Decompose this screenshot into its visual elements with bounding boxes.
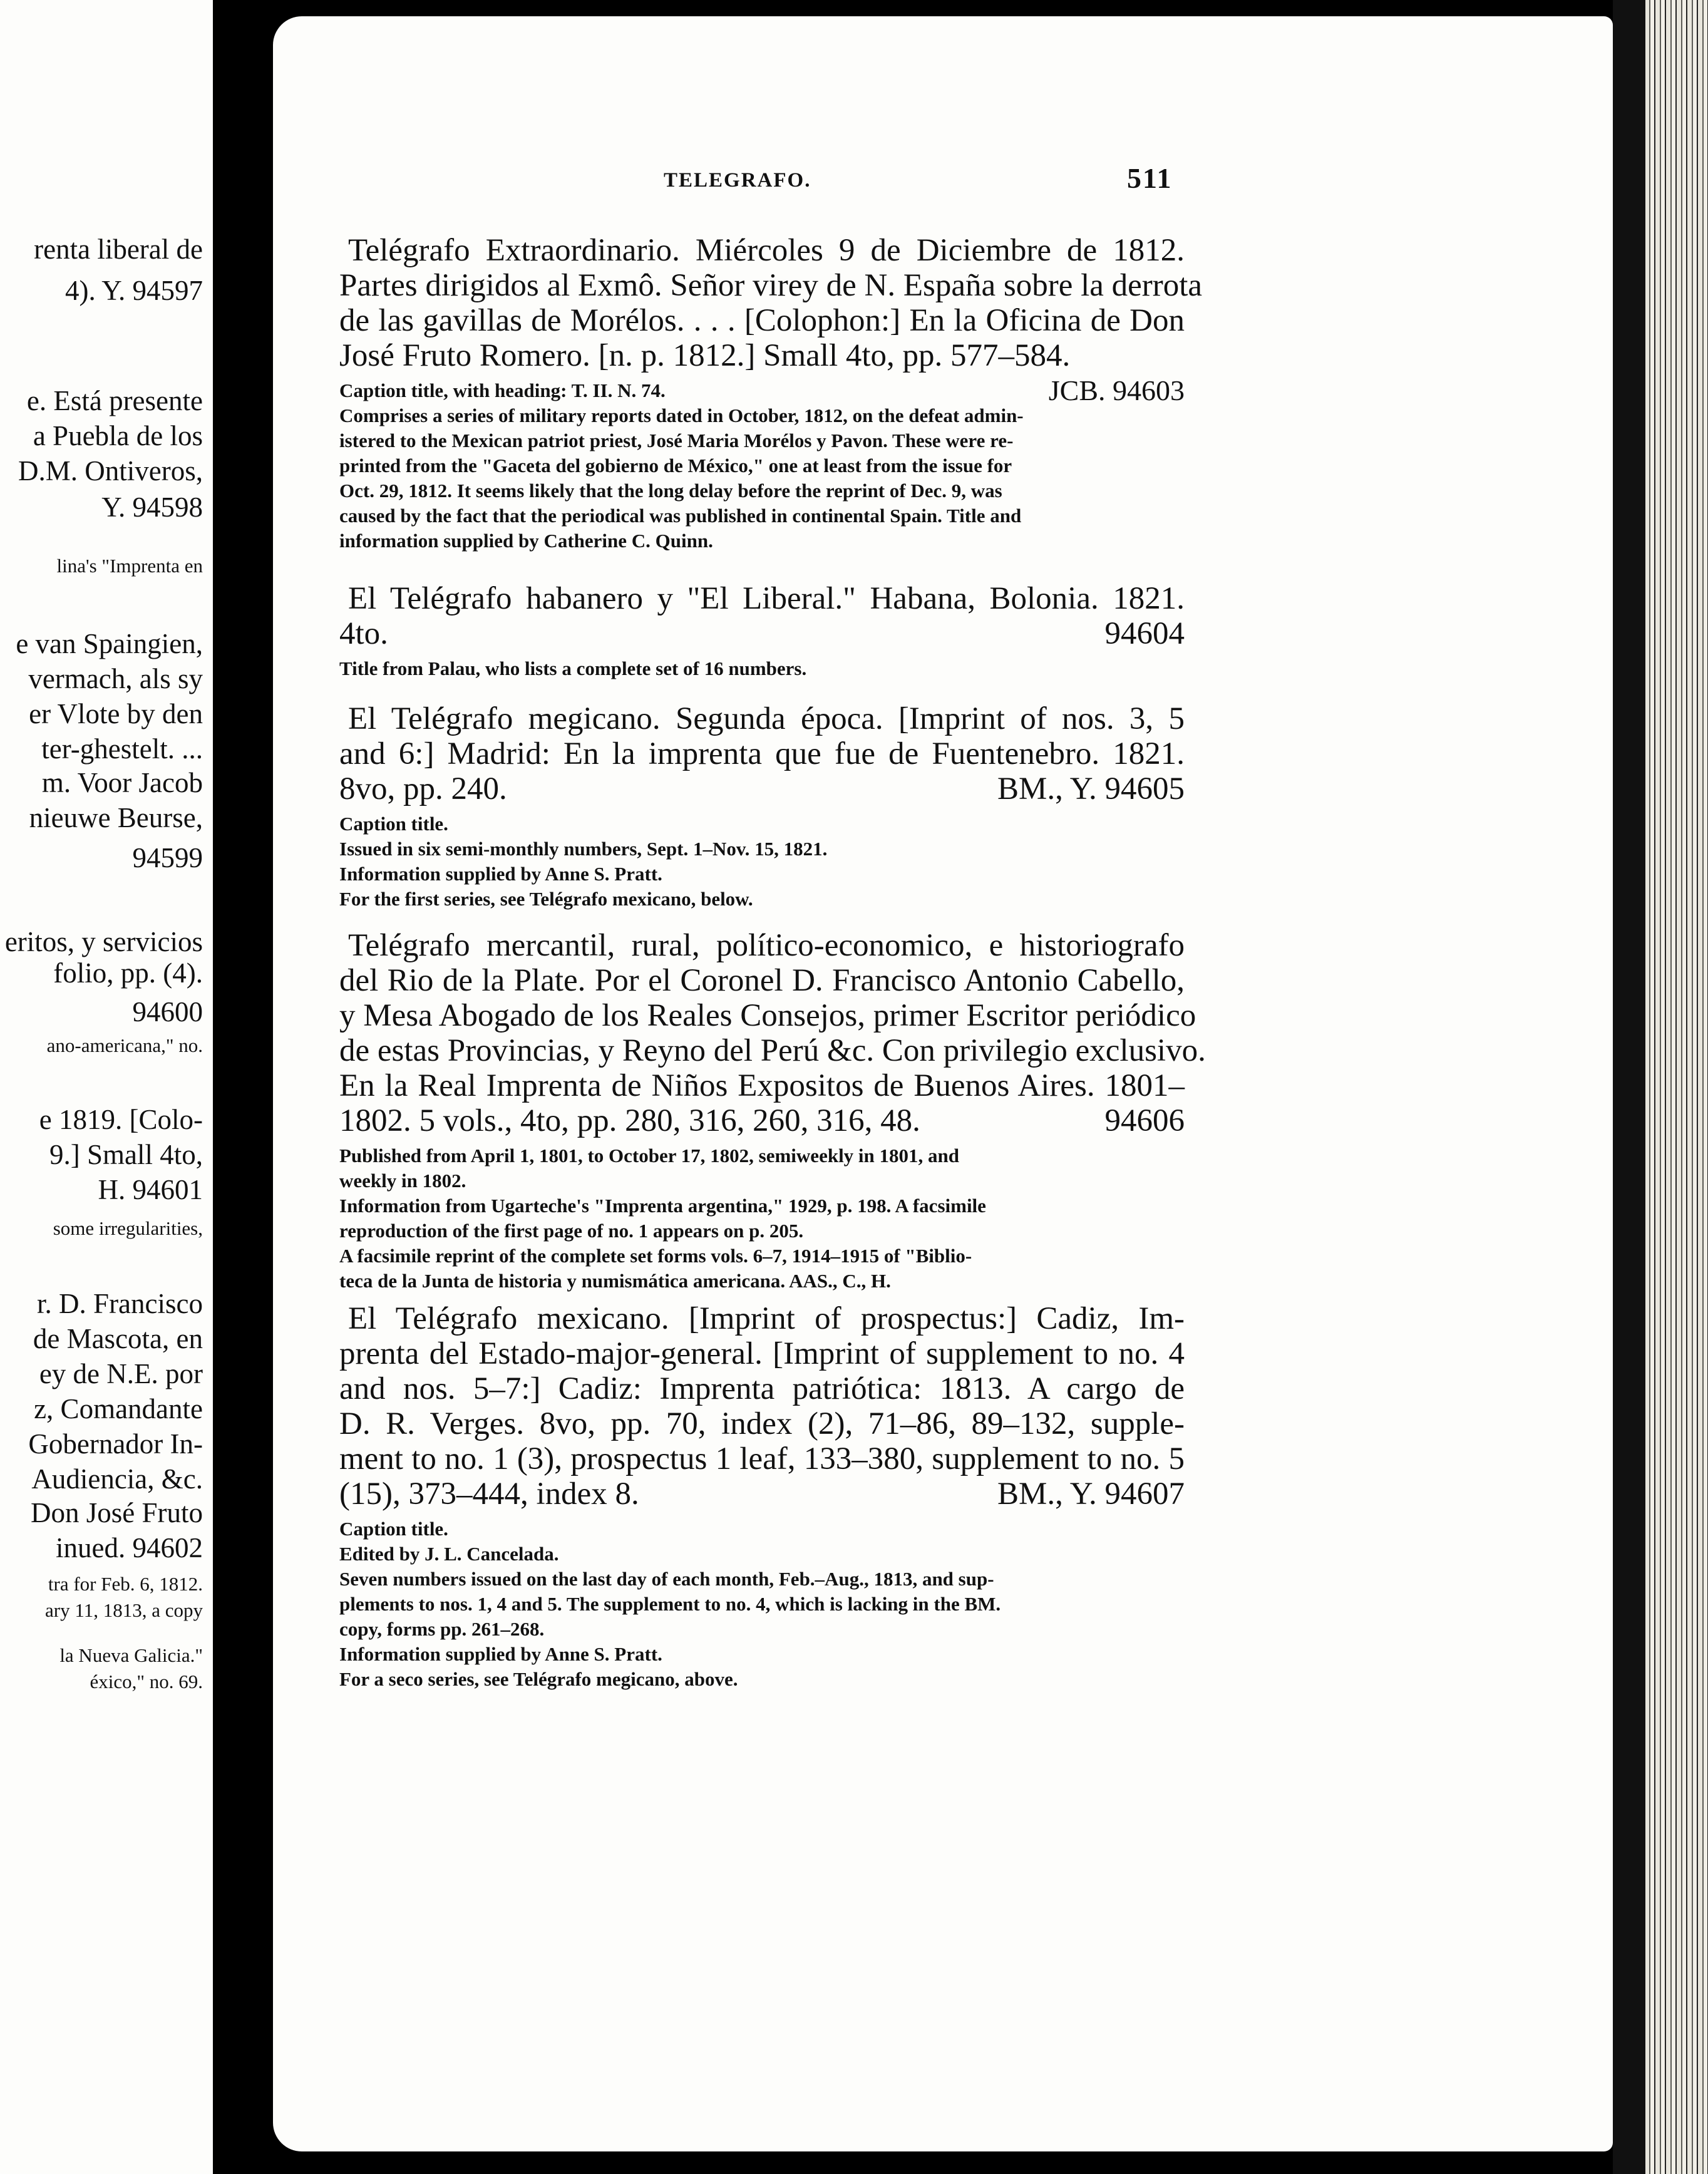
entry-title-line: D. R. Verges. 8vo, pp. 70, index (2), 71–86, 89–132, supple- bbox=[339, 1406, 1185, 1441]
entry-note-line: weekly in 1802. bbox=[339, 1170, 466, 1192]
facing-page-line: er Vlote by den bbox=[29, 698, 203, 729]
entry-note-line: Issued in six semi-monthly numbers, Sept. 1–Nov. 15, 1821. bbox=[339, 838, 828, 860]
entry-reference-number: 94604 bbox=[1104, 616, 1185, 651]
entry-title-line: En la Real Imprenta de Niños Expositos de Buenos Aires. 1801– bbox=[339, 1068, 1185, 1103]
entry-title-line: 1802. 5 vols., 4to, pp. 280, 316, 260, 316, 48. 94606 bbox=[339, 1103, 1185, 1138]
entry-note-line: Caption title. bbox=[339, 1518, 448, 1540]
entry-title-line: Partes dirigidos al Exmô. Señor virey de N. España sobre la derrota bbox=[339, 268, 1203, 303]
entry-note-line: A facsimile reprint of the complete set forms vols. 6–7, 1914–1915 of "Biblio- bbox=[339, 1245, 972, 1267]
entry-title-line: y Mesa Abogado de los Reales Consejos, primer Escritor periódico bbox=[339, 998, 1196, 1033]
bibliography-entry bbox=[339, 233, 1203, 554]
page-edge-shadow bbox=[1613, 0, 1645, 2174]
facing-page-line: renta liberal de bbox=[34, 234, 203, 265]
facing-page-line: a Puebla de los bbox=[33, 420, 203, 451]
facing-page-line: nieuwe Beurse, bbox=[29, 802, 203, 833]
facing-page-line: e 1819. [Colo- bbox=[39, 1104, 203, 1135]
entry-note-line: reproduction of the first page of no. 1 appears on p. 205. bbox=[339, 1220, 804, 1242]
entry-note-line: Caption title. bbox=[339, 813, 448, 835]
entry-title-line: 4to. 94604 bbox=[339, 616, 1185, 651]
entry-note-line: Title from Palau, who lists a complete set of 16 numbers. bbox=[339, 657, 807, 679]
entry-title-line: Telégrafo mercantil, rural, político-economico, e historiografo bbox=[348, 928, 1185, 963]
entry-title-line: (15), 373–444, index 8. BM., Y. 94607 bbox=[339, 1476, 1185, 1512]
facing-page-line: 94600 bbox=[132, 996, 203, 1028]
facing-page-line: ter-ghestelt. ... bbox=[41, 733, 203, 765]
entry-note-line: Caption title, with heading: T. II. N. 74. JCB. 94603 bbox=[339, 374, 1185, 406]
entry-title-line: Telégrafo Extraordinario. Miércoles 9 de Diciembre de 1812. bbox=[348, 233, 1185, 268]
facing-page-line: Gobernador In- bbox=[28, 1428, 203, 1460]
facing-page-line: eritos, y servicios bbox=[4, 926, 203, 957]
entry-note-line: Edited by J. L. Cancelada. bbox=[339, 1543, 559, 1565]
entry-note-line: Oct. 29, 1812. It seems likely that the long delay before the reprint of Dec. 9, was bbox=[339, 480, 1002, 502]
entry-reference-number: JCB. 94603 bbox=[1048, 374, 1185, 406]
entry-note-line: plements to nos. 1, 4 and 5. The supplement to no. 4, which is lacking in the BM. bbox=[339, 1593, 1001, 1615]
entry-title-line: and nos. 5–7:] Cadiz: Imprenta patriótica: 1813. A cargo de bbox=[339, 1371, 1185, 1406]
facing-page-line: éxico," no. 69. bbox=[90, 1671, 203, 1692]
entry-title-line: El Telégrafo megicano. Segunda época. [Imprint of nos. 3, 5 bbox=[348, 701, 1185, 736]
entry-title-line: de las gavillas de Morélos. . . . [Colophon:] En la Oficina de Don bbox=[339, 303, 1185, 338]
facing-page-line: Audiencia, &c. bbox=[31, 1463, 203, 1495]
entry-note-line: caused by the fact that the periodical was published in continental Spain. Title and bbox=[339, 505, 1022, 527]
facing-page-line: tra for Feb. 6, 1812. bbox=[48, 1573, 203, 1595]
entry-note-line: copy, forms pp. 261–268. bbox=[339, 1618, 545, 1640]
entry-note-line: For the first series, see Telégrafo mexicano, below. bbox=[339, 888, 753, 910]
bibliography-entry bbox=[339, 701, 1185, 912]
facing-page-line: H. 94601 bbox=[98, 1174, 203, 1205]
entry-note-line: For a seco series, see Telégrafo megicano, above. bbox=[339, 1668, 738, 1690]
facing-page-line: e van Spaingien, bbox=[16, 628, 203, 659]
facing-page-line: e. Está presente bbox=[26, 385, 203, 416]
entry-title-line: ment to no. 1 (3), prospectus 1 leaf, 133–380, supplement to no. 5 bbox=[339, 1441, 1185, 1476]
facing-page-line: la Nueva Galicia." bbox=[59, 1644, 203, 1666]
entry-note-line: istered to the Mexican patriot priest, José Maria Morélos y Pavon. These were re- bbox=[339, 430, 1014, 451]
entry-title-line: prenta del Estado-major-general. [Imprint of supplement to no. 4 bbox=[339, 1336, 1185, 1371]
entry-reference-number: BM., Y. 94605 bbox=[997, 771, 1185, 806]
book-gutter bbox=[213, 0, 273, 2174]
entry-note-line: Published from April 1, 1801, to October 17, 1802, semiweekly in 1801, and bbox=[339, 1145, 960, 1167]
entry-title-line: El Telégrafo habanero y "El Liberal." Habana, Bolonia. 1821. bbox=[348, 581, 1185, 616]
entry-note-line: teca de la Junta de historia y numismática americana. AAS., C., H. bbox=[339, 1270, 891, 1292]
facing-page-fragment bbox=[0, 0, 213, 2174]
facing-page-line: 9.] Small 4to, bbox=[49, 1139, 203, 1170]
facing-page-line: de Mascota, en bbox=[33, 1323, 203, 1354]
facing-page-line: ey de N.E. por bbox=[39, 1358, 203, 1389]
facing-page-line: ano-americana," no. bbox=[46, 1034, 203, 1056]
facing-page-line: lina's "Imprenta en bbox=[56, 555, 203, 577]
entry-title-line: de estas Provincias, y Reyno del Perú &c. Con privilegio exclusivo. bbox=[339, 1033, 1206, 1068]
entry-note-line: Information supplied by Anne S. Pratt. bbox=[339, 863, 662, 885]
entry-note-line: Comprises a series of military reports dated in October, 1812, on the defeat admin- bbox=[339, 404, 1024, 426]
running-head: TELEGRAFO. bbox=[664, 169, 811, 192]
entry-title-line: El Telégrafo mexicano. [Imprint of prospectus:] Cadiz, Im- bbox=[348, 1301, 1185, 1336]
entry-reference-number: BM., Y. 94607 bbox=[997, 1476, 1185, 1512]
entry-title-line: 8vo, pp. 240. BM., Y. 94605 bbox=[339, 771, 1185, 806]
entry-title-line: and 6:] Madrid: En la imprenta que fue de Fuentenebro. 1821. bbox=[339, 736, 1185, 771]
facing-page-line: inued. 94602 bbox=[56, 1532, 203, 1564]
bibliography-entry bbox=[339, 928, 1206, 1294]
entry-title-line: José Fruto Romero. [n. p. 1812.] Small 4to, pp. 577–584. bbox=[339, 338, 1071, 373]
facing-page-line: m. Voor Jacob bbox=[41, 767, 203, 798]
facing-page-line: Y. 94598 bbox=[101, 492, 203, 523]
entry-note-line: Information supplied by Anne S. Pratt. bbox=[339, 1643, 662, 1665]
facing-page-line: folio, pp. (4). bbox=[53, 957, 203, 989]
entry-note-line: printed from the "Gaceta del gobierno de México," one at least from the issue for bbox=[339, 455, 1012, 477]
entry-title-line: del Rio de la Plate. Por el Coronel D. Francisco Antonio Cabello, bbox=[339, 963, 1185, 998]
facing-page-line: 4). Y. 94597 bbox=[64, 275, 203, 306]
facing-page-line: vermach, als sy bbox=[28, 663, 203, 694]
entry-note-line: Seven numbers issued on the last day of each month, Feb.–Aug., 1813, and sup- bbox=[339, 1568, 994, 1590]
bibliography-entry bbox=[339, 581, 1185, 681]
entry-note-line: Information from Ugarteche's "Imprenta argentina," 1929, p. 198. A facsimile bbox=[339, 1195, 986, 1217]
facing-page-line: ary 11, 1813, a copy bbox=[45, 1599, 203, 1621]
facing-page-line: r. D. Francisco bbox=[37, 1288, 203, 1319]
facing-page-line: some irregularities, bbox=[53, 1217, 203, 1239]
page-number: 511 bbox=[1127, 162, 1173, 194]
facing-page-line: z, Comandante bbox=[34, 1393, 203, 1424]
entry-reference-number: 94606 bbox=[1104, 1103, 1185, 1138]
entry-note-line: information supplied by Catherine C. Quinn. bbox=[339, 530, 713, 552]
facing-page-line: D.M. Ontiveros, bbox=[18, 455, 203, 487]
facing-page-line: 94599 bbox=[132, 842, 203, 873]
facing-page-line: Don José Fruto bbox=[30, 1497, 203, 1528]
bibliography-entry bbox=[339, 1301, 1185, 1692]
